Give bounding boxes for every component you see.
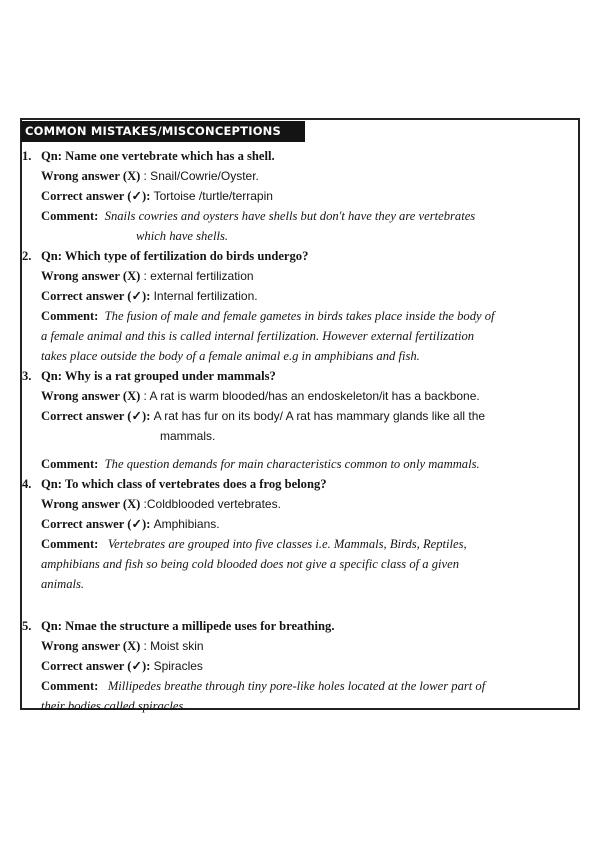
correct-answer-label: Correct answer (✓): bbox=[41, 517, 151, 531]
qa-item-2 bbox=[22, 246, 568, 366]
wrong-answer-row bbox=[41, 636, 568, 656]
question-1 bbox=[22, 146, 568, 166]
comment-block bbox=[41, 534, 568, 594]
qa-item-5 bbox=[22, 616, 568, 716]
comment-label: Comment: bbox=[41, 209, 99, 223]
correct-answer-row bbox=[41, 406, 568, 426]
comment-line: amphibians and fish so being cold blooded does not give a specific class of a given bbox=[41, 557, 459, 571]
wrong-answer-row bbox=[41, 166, 568, 186]
comment-line: Vertebrates are grouped into five classes i.e. Mammals, Birds, Reptiles, bbox=[107, 537, 467, 551]
comment-line: animals. bbox=[41, 577, 85, 591]
comment-label: Comment: bbox=[41, 457, 99, 471]
correct-answer-value: Amphibians. bbox=[153, 517, 220, 531]
correct-answer-value: Tortoise /turtle/terrapin bbox=[153, 189, 273, 203]
correct-answer-value: Internal fertilization. bbox=[153, 289, 258, 303]
correct-answer-row bbox=[41, 514, 568, 534]
wrong-answer-value: : Snail/Cowrie/Oyster. bbox=[143, 169, 259, 183]
question-5 bbox=[22, 616, 568, 636]
wrong-answer-label: Wrong answer (X) bbox=[41, 639, 141, 653]
wrong-answer-value: : Moist skin bbox=[143, 639, 204, 653]
correct-answer-row bbox=[41, 186, 568, 206]
wrong-answer-value: : A rat is warm blooded/has an endoskeleton/it has a backbone. bbox=[143, 389, 480, 403]
correct-answer-value: mammals. bbox=[160, 429, 216, 443]
comment-block bbox=[41, 306, 568, 366]
correct-answer-value: A rat has fur on its body/ A rat has mammary glands like all the bbox=[153, 409, 486, 423]
wrong-answer-value: : external fertilization bbox=[143, 269, 254, 283]
question-4 bbox=[22, 474, 568, 494]
qa-item-4 bbox=[22, 474, 568, 594]
wrong-answer-label: Wrong answer (X) bbox=[41, 389, 141, 403]
comment-line: Millipedes breathe through tiny pore-like holes located at the lower part of bbox=[107, 679, 486, 693]
wrong-answer-row bbox=[41, 266, 568, 286]
comment-line: takes place outside the body of a female animal e.g in amphibians and fish. bbox=[41, 349, 420, 363]
comment-line: a female animal and this is called internal fertilization. However external fertilization bbox=[41, 329, 475, 343]
comment-line: their bodies called spiracles. bbox=[41, 699, 187, 713]
question-text: Qn: Nmae the structure a millipede uses for breathing. bbox=[41, 619, 335, 633]
question-number: 2. bbox=[22, 249, 32, 263]
correct-answer-label: Correct answer (✓): bbox=[41, 289, 151, 303]
question-text: Qn: To which class of vertebrates does a frog belong? bbox=[41, 477, 327, 491]
question-2 bbox=[22, 246, 568, 266]
question-text: Qn: Name one vertebrate which has a shell. bbox=[41, 149, 275, 163]
comment-line: Snails cowries and oysters have shells but don't have they are vertebrates bbox=[104, 209, 476, 223]
wrong-answer-label: Wrong answer (X) bbox=[41, 269, 141, 283]
correct-answer-label: Correct answer (✓): bbox=[41, 189, 151, 203]
correct-answer-value: Spiracles bbox=[153, 659, 203, 673]
correct-answer-label: Correct answer (✓): bbox=[41, 409, 151, 423]
comment-line: which have shells. bbox=[136, 229, 228, 243]
wrong-answer-label: Wrong answer (X) bbox=[41, 169, 141, 183]
correct-answer-row bbox=[41, 286, 568, 306]
comment-block bbox=[41, 206, 568, 246]
spacer bbox=[22, 594, 568, 616]
comment-label: Comment: bbox=[41, 309, 99, 323]
section-banner: COMMON MISTAKES/MISCONCEPTIONS bbox=[21, 121, 305, 142]
wrong-answer-row bbox=[41, 494, 568, 514]
comment-block bbox=[41, 454, 568, 474]
question-text: Qn: Which type of fertilization do birds undergo? bbox=[41, 249, 309, 263]
question-number: 4. bbox=[22, 477, 32, 491]
question-text: Qn: Why is a rat grouped under mammals? bbox=[41, 369, 276, 383]
qa-item-1 bbox=[22, 146, 568, 246]
wrong-answer-value: :Coldblooded vertebrates. bbox=[143, 497, 281, 511]
comment-block bbox=[41, 676, 568, 716]
comment-line: The fusion of male and female gametes in birds takes place inside the body of bbox=[104, 309, 495, 323]
correct-answer-label: Correct answer (✓): bbox=[41, 659, 151, 673]
question-3 bbox=[22, 366, 568, 386]
comment-line: The question demands for main characteristics common to only mammals. bbox=[104, 457, 480, 471]
question-number: 3. bbox=[22, 369, 32, 383]
wrong-answer-row bbox=[41, 386, 568, 406]
question-number: 5. bbox=[22, 619, 32, 633]
correct-answer-row bbox=[41, 656, 568, 676]
correct-answer-continuation bbox=[160, 426, 568, 446]
wrong-answer-label: Wrong answer (X) bbox=[41, 497, 141, 511]
comment-label: Comment: bbox=[41, 537, 99, 551]
qa-item-3 bbox=[22, 366, 568, 474]
comment-label: Comment: bbox=[41, 679, 99, 693]
qa-list bbox=[22, 146, 568, 716]
question-number: 1. bbox=[22, 149, 32, 163]
